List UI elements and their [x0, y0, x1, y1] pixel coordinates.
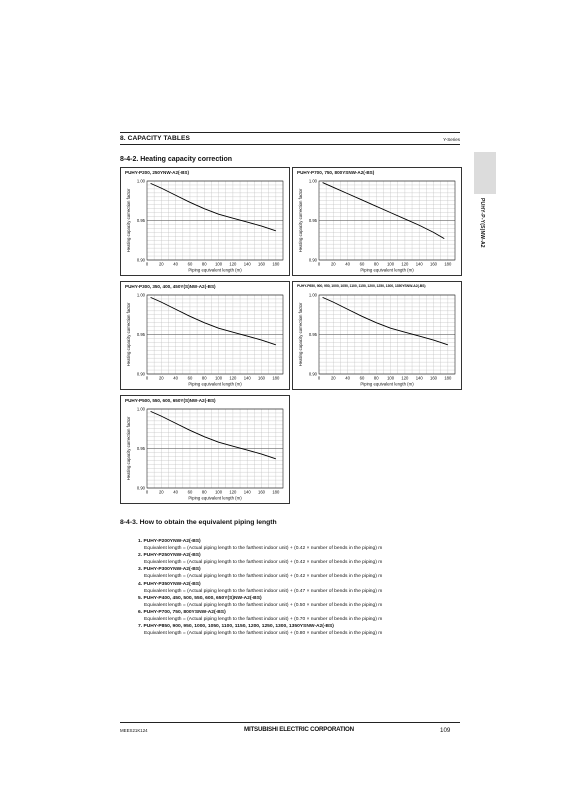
- x-tick-label: 40: [345, 261, 350, 267]
- chart-2: [293, 168, 461, 275]
- x-tick-label: 180: [272, 261, 280, 267]
- x-tick-label: 140: [243, 489, 251, 495]
- section-title: 8. CAPACITY TABLES: [120, 135, 190, 142]
- y-tick-label: 0.95: [136, 218, 145, 223]
- x-tick-label: 120: [401, 375, 409, 381]
- x-tick-label: 0: [145, 489, 149, 495]
- x-tick-label: 120: [229, 375, 237, 381]
- chart-panel-1: [120, 167, 290, 276]
- series-line: [151, 183, 276, 230]
- x-tick-label: 180: [272, 375, 280, 381]
- x-tick-label: 160: [258, 489, 266, 495]
- x-tick-label: 60: [187, 489, 193, 495]
- x-tick-label: 20: [158, 375, 164, 381]
- x-tick-label: 120: [229, 261, 237, 267]
- y-axis-label: Heating capacity correction factor: [126, 302, 131, 367]
- x-tick-label: 160: [258, 261, 266, 267]
- x-tick-label: 80: [201, 489, 207, 495]
- x-tick-label: 0: [145, 261, 149, 267]
- chart-title: PUHY-P850, 900, 950, 1000, 1050, 1100, 1150, 1200, 1250, 1300, 1350YSNW-A2(-BS): [297, 284, 426, 288]
- x-tick-label: 80: [373, 261, 379, 267]
- x-tick-label: 100: [387, 261, 395, 267]
- equivalent-formula: Equivalent length = (Actual piping length to the farthest indoor unit) + (0.47 × number of bends in the piping) m: [144, 588, 383, 594]
- chart-title: PUHY-P200, 250YNW-A2(-BS): [125, 170, 189, 175]
- x-tick-label: 100: [215, 261, 223, 267]
- x-tick-label: 160: [258, 375, 266, 381]
- header-rule-top: [120, 132, 460, 133]
- equivalent-length-list: [138, 538, 468, 637]
- page-number: 109: [440, 727, 451, 734]
- chart-panel-4: [292, 281, 462, 390]
- list-item: [138, 566, 468, 580]
- list-item: [138, 623, 468, 637]
- y-tick-label: 0.95: [308, 218, 317, 223]
- y-tick-label: 0.90: [136, 485, 145, 491]
- equivalent-formula: Equivalent length = (Actual piping length to the farthest indoor unit) + (0.42 × number of bends in the piping) m: [144, 546, 383, 552]
- list-item: [138, 609, 468, 623]
- y-axis-label: Heating capacity correction factor: [298, 302, 303, 367]
- x-tick-label: 40: [345, 375, 350, 381]
- model-name: 1. PUHY-P200YNW-A2(-BS): [138, 539, 201, 544]
- model-name: 2. PUHY-P250YNW-A2(-BS): [138, 553, 201, 559]
- header-rule-bottom: [120, 144, 460, 145]
- model-name: 6. PUHY-P700, 750, 800YSNW-A2(-BS): [138, 609, 226, 615]
- chart-panel-3: [120, 281, 290, 390]
- x-tick-label: 120: [401, 261, 409, 267]
- y-axis-label: Heating capacity correction factor: [298, 188, 303, 253]
- x-tick-label: 100: [387, 375, 395, 381]
- chart-3: [121, 282, 289, 389]
- x-tick-label: 0: [317, 375, 321, 381]
- equivalent-formula: Equivalent length = (Actual piping length to the farthest indoor unit) + (0.80 × number of bends in the piping) m: [144, 631, 383, 637]
- equivalent-formula: Equivalent length = (Actual piping length to the farthest indoor unit) + (0.42 × number of bends in the piping) m: [144, 574, 383, 580]
- y-tick-label: 0.95: [136, 332, 145, 337]
- y-tick-label: 1.00: [136, 178, 145, 184]
- series-label: Y-Series: [443, 137, 460, 142]
- x-tick-label: 80: [201, 375, 207, 381]
- x-tick-label: 180: [272, 489, 280, 495]
- y-tick-label: 1.00: [308, 292, 317, 298]
- x-tick-label: 180: [444, 375, 452, 381]
- x-tick-label: 80: [373, 375, 379, 381]
- model-name: 3. PUHY-P300YNW-A2(-BS): [138, 567, 201, 573]
- list-item: [138, 595, 468, 609]
- model-name: 5. PUHY-P400, 450, 500, 550, 600, 650Y(S)NW-A2(-BS): [138, 595, 262, 601]
- x-tick-label: 100: [215, 375, 223, 381]
- equivalent-length-title: 8-4-3. How to obtain the equivalent piping length: [120, 519, 277, 526]
- chart-5: [121, 396, 289, 503]
- x-tick-label: 0: [317, 261, 321, 267]
- x-tick-label: 60: [187, 375, 193, 381]
- x-tick-label: 160: [430, 261, 438, 267]
- side-tab-text: PUHY-P-Y(S)NW-A2: [479, 198, 485, 248]
- x-tick-label: 60: [359, 375, 365, 381]
- y-tick-label: 0.90: [308, 257, 317, 263]
- x-tick-label: 100: [215, 489, 223, 495]
- x-tick-label: 180: [444, 261, 452, 267]
- x-axis-label: Piping equivalent length (m): [188, 267, 242, 273]
- x-axis-label: Piping equivalent length (m): [188, 495, 242, 501]
- y-tick-label: 0.95: [136, 446, 145, 451]
- series-line: [323, 297, 448, 344]
- x-tick-label: 80: [201, 261, 207, 267]
- model-name: 7. PUHY-P850, 900, 950, 1000, 1050, 1100, 1150, 1200, 1250, 1300, 1350YSNW-A2(-BS): [138, 624, 334, 630]
- x-tick-label: 60: [359, 261, 365, 267]
- company-name: MITSUBISHI ELECTRIC CORPORATION: [244, 726, 354, 733]
- document-code: MEES21K124: [120, 728, 148, 733]
- x-tick-label: 160: [430, 375, 438, 381]
- chart-title: PUHY-P500, 550, 600, 650Y(S)NW-A2(-BS): [125, 398, 216, 403]
- chart-panel-2: [292, 167, 462, 276]
- y-tick-label: 0.90: [308, 371, 317, 377]
- y-tick-label: 0.90: [136, 257, 145, 263]
- x-tick-label: 40: [173, 489, 178, 495]
- side-tab: [474, 152, 496, 194]
- x-tick-label: 140: [243, 375, 251, 381]
- list-item: [138, 552, 468, 566]
- x-tick-label: 40: [173, 261, 178, 267]
- chart-title: PUHY-P700, 750, 800YSNW-A2(-BS): [297, 170, 375, 175]
- footer-rule: [120, 722, 460, 723]
- y-tick-label: 0.90: [136, 371, 145, 377]
- y-tick-label: 1.00: [308, 178, 317, 184]
- x-tick-label: 140: [243, 261, 251, 267]
- x-axis-label: Piping equivalent length (m): [360, 381, 414, 387]
- list-item: [138, 538, 468, 552]
- x-tick-label: 140: [415, 375, 423, 381]
- y-axis-label: Heating capacity correction factor: [126, 416, 131, 481]
- x-tick-label: 20: [158, 489, 164, 495]
- x-tick-label: 20: [158, 261, 164, 267]
- x-tick-label: 120: [229, 489, 237, 495]
- equivalent-formula: Equivalent length = (Actual piping length to the farthest indoor unit) + (0.42 × number of bends in the piping) m: [144, 560, 383, 566]
- series-line: [151, 297, 276, 344]
- y-tick-label: 0.95: [308, 332, 317, 337]
- chart-1: [121, 168, 289, 275]
- y-axis-label: Heating capacity correction factor: [126, 188, 131, 253]
- x-tick-label: 20: [330, 375, 336, 381]
- x-tick-label: 60: [187, 261, 193, 267]
- series-line: [151, 411, 276, 458]
- x-tick-label: 0: [145, 375, 149, 381]
- chart-panel-5: [120, 395, 290, 504]
- list-item: [138, 581, 468, 595]
- subsection-title: 8-4-2. Heating capacity correction: [120, 156, 233, 163]
- equivalent-formula: Equivalent length = (Actual piping length to the farthest indoor unit) + (0.50 × number of bends in the piping) m: [144, 602, 383, 608]
- x-axis-label: Piping equivalent length (m): [360, 267, 414, 273]
- x-axis-label: Piping equivalent length (m): [188, 381, 242, 387]
- chart-4: [293, 282, 461, 389]
- chart-title: PUHY-P300, 350, 400, 450Y(S)NW-A2(-BS): [125, 284, 216, 289]
- model-name: 4. PUHY-P350YNW-A2(-BS): [138, 581, 201, 587]
- x-tick-label: 140: [415, 261, 423, 267]
- x-tick-label: 40: [173, 375, 178, 381]
- y-tick-label: 1.00: [136, 406, 145, 412]
- x-tick-label: 20: [330, 261, 336, 267]
- equivalent-formula: Equivalent length = (Actual piping length to the farthest indoor unit) + (0.70 × number of bends in the piping) m: [144, 617, 383, 623]
- y-tick-label: 1.00: [136, 292, 145, 298]
